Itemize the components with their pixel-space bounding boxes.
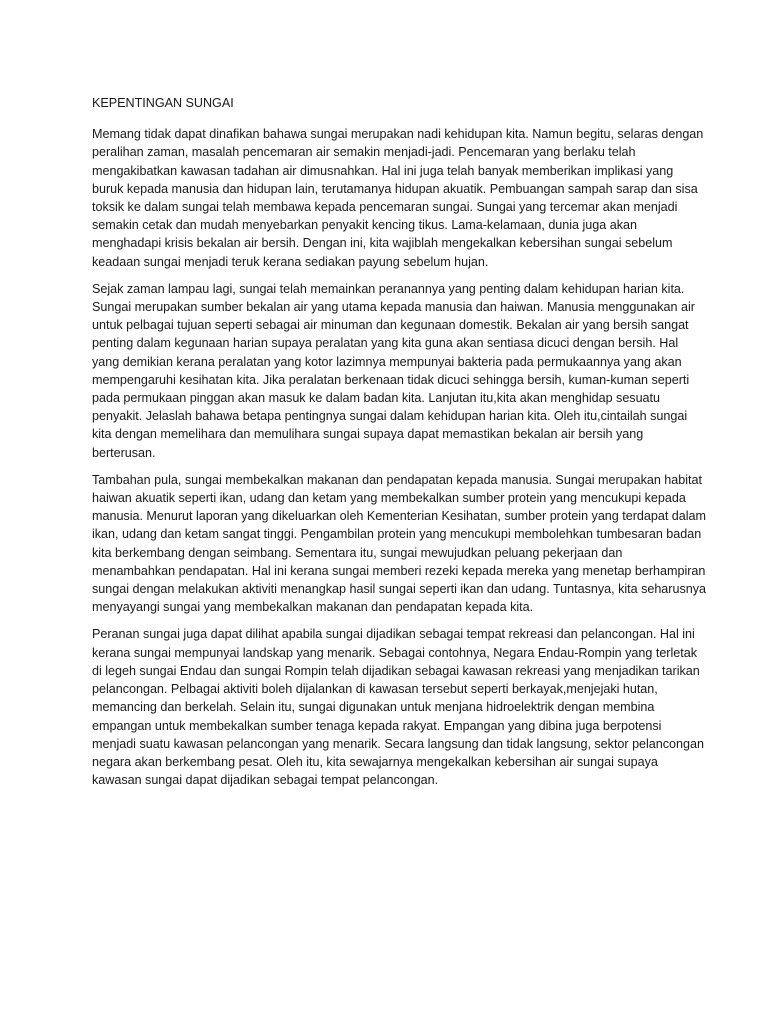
paragraph-3: Tambahan pula, sungai membekalkan makanan dan pendapatan kepada manusia. Sungai merupakan habitat haiwan akuatik seperti ikan, udang dan ketam yang membekalkan sumber protein yang mencukupi kepada manusia. Menurut laporan yang dikeluarkan oleh Kementerian Kesihatan, sumber protein yang terdapat dalam ikan, udang dan ketam sangat tinggi. Pengambilan protein yang mencukupi membolehkan tumbesaran badan kita berkembang dengan seimbang. Sementara itu, sungai mewujudkan peluang pekerjaan dan menambahkan pendapatan. Hal ini kerana sungai memberi rezeki kepada mereka yang menetap berhampiran sungai dengan melakukan aktiviti menangkap hasil sungai seperti ikan dan udang. Tuntasnya, kita seharusnya menyayangi sungai yang membekalkan makanan dan pendapatan kepada kita.	[92, 472, 706, 615]
paragraph-1: Memang tidak dapat dinafikan bahawa sungai merupakan nadi kehidupan kita. Namun begitu, selaras dengan peralihan zaman, masalah pencemaran air semakin menjadi-jadi. Pencemaran yang berlaku telah mengakibatkan kawasan tadahan air dimusnahkan. Hal ini juga telah banyak memberikan implikasi yang buruk kepada manusia dan hidupan lain, terutamanya hidupan akuatik. Pembuangan sampah sarap dan sisa toksik ke dalam sungai telah membawa kepada pencemaran sungai. Sungai yang tercemar akan menjadi semakin cetak dan mudah menyebarkan penyakit kencing tikus. Lama-kelamaan, dunia juga akan menghadapi krisis bekalan air bersih. Dengan ini, kita wajiblah mengekalkan kebersihan sungai sebelum keadaan sungai menjadi teruk kerana sediakan payung sebelum hujan.	[92, 127, 704, 269]
paragraph-4: Peranan sungai juga dapat dilihat apabila sungai dijadikan sebagai tempat rekreasi dan pelancongan. Hal ini kerana sungai mempunyai landskap yang menarik. Sebagai contohnya, Negara Endau-Rompin yang terletak di legeh sungai Endau dan sungai Rompin telah dijadikan sebagai kawasan rekreasi yang menjadikan tarikan pelancongan. Pelbagai aktiviti boleh dijalankan di kawasan tersebut seperti berkayak,menjejaki hutan, memancing dan berkelah. Selain itu, sungai digunakan untuk menjana hidroelektrik dengan membina empangan untuk membekalkan sumber tenaga kepada rakyat. Empangan yang dibina juga berpotensi menjadi suatu kawasan pelancongan yang menarik. Secara langsung dan tidak langsung, sektor pelancongan negara akan berkembang pesat. Oleh itu, kita sewajarnya mengekalkan kebersihan air sungai supaya kawasan sungai dapat dijadikan sebagai tempat pelancongan.	[92, 627, 704, 788]
document-title: KEPENTINGAN SUNGAI	[92, 96, 234, 110]
paragraph-2: Sejak zaman lampau lagi, sungai telah memainkan peranannya yang penting dalam kehidupan harian kita. Sungai merupakan sumber bekalan air yang utama kepada manusia dan haiwan. Manusia menggunakan air untuk pelbagai tujuan seperti sebagai air minuman dan kegunaan domestik. Bekalan air yang bersih sangat penting dalam kegunaan harian supaya peralatan yang kita guna akan sentiasa dicuci dengan bersih. Hal yang demikian kerana peralatan yang kotor lazimnya mempunyai bakteria pada permukaannya yang akan mempengaruhi kesihatan kita. Jika peralatan berkenaan tidak dicuci sehingga bersih, kuman-kuman seperti pada permukaan pinggan akan masuk ke dalam badan kita. Lanjutan itu,kita akan menghidap sesuatu penyakit. Jelaslah bahawa betapa pentingnya sungai dalam kehidupan harian kita. Oleh itu,cintailah sungai kita dengan memelihara dan memulihara sungai supaya dapat memastikan bekalan air bersih yang berterusan.	[92, 281, 695, 460]
